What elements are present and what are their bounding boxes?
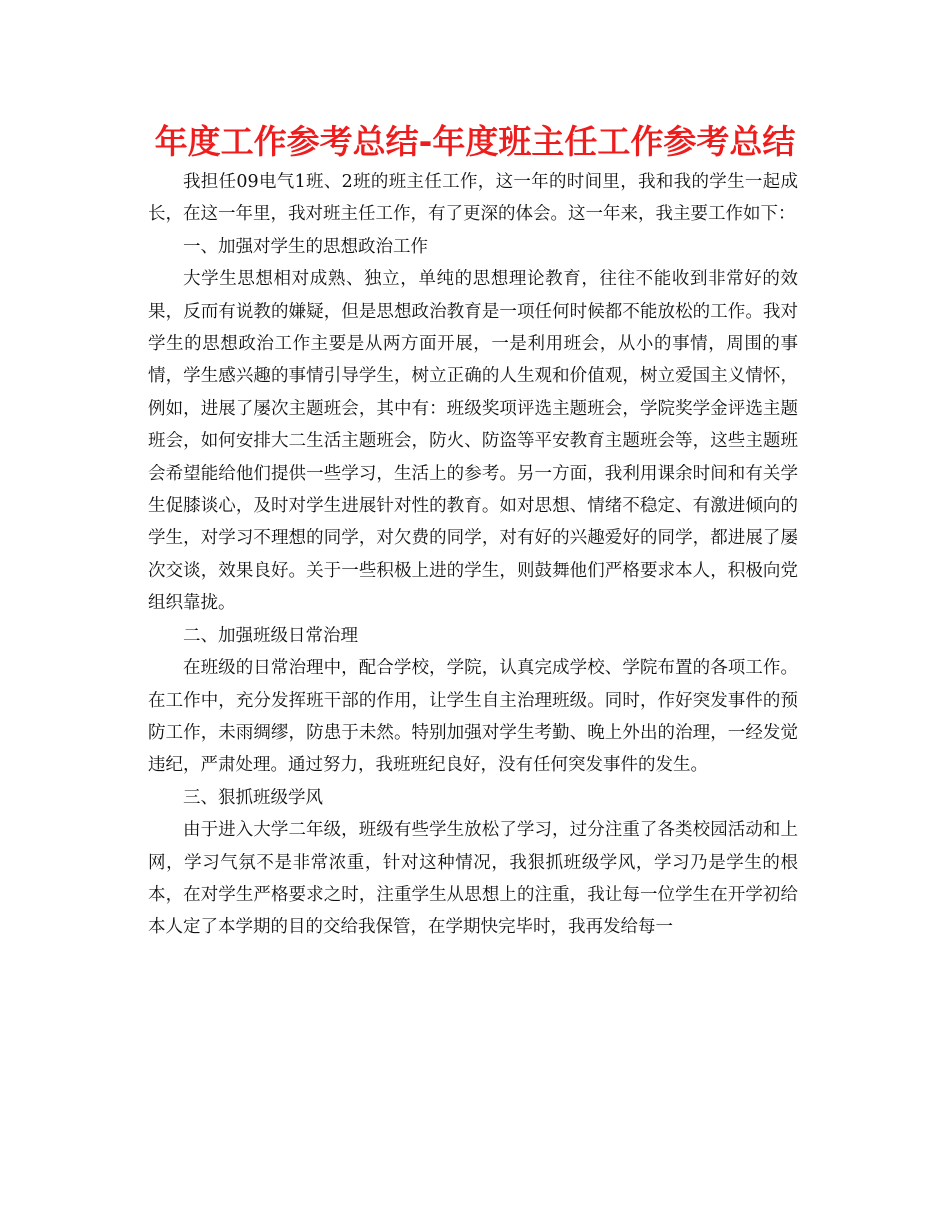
- paragraph-section-2: 在班级的日常治理中，配合学校，学院，认真完成学校、学院布置的各项工作。在工作中，充分发挥班干部的作用，让学生自主治理班级。同时，作好突发事件的预防工作，未雨绸缪，防患于未然。特别加强对学生考勤、晚上外出的治理，一经发觉违纪，严肃处理。通过努力，我班班纪良好，没有任何突发事件的发生。: [148, 658, 798, 776]
- document-body: [148, 166, 798, 944]
- paragraph-section-3: 由于进入大学二年级，班级有些学生放松了学习，过分注重了各类校园活动和上网，学习气氛不是非常浓重，针对这种情况，我狠抓班级学风，学习乃是学生的根本，在对学生严格要求之时，注重学生从思想上的注重，我让每一位学生在开学初给本人定了本学期的目的交给我保管，在学期快完毕时，我再发给每一: [148, 820, 798, 938]
- document-title: 年度工作参考总结-年度班主任工作参考总结: [154, 122, 796, 161]
- section-heading-1: 一、加强对学生的思想政治工作: [183, 236, 428, 257]
- paragraph-section-1: 大学生思想相对成熟、独立，单纯的思想理论教育，往往不能收到非常好的效果，反而有说教的嫌疑，但是思想政治教育是一项任何时候都不能放松的工作。我对学生的思想政治工作主要是从两方面开展，一是利用班会，从小的事情，周围的事情，学生感兴趣的事情引导学生，树立正确的人生观和价值观，树立爱国主义情怀，例如，进展了屡次主题班会，其中有：班级奖项评选主题班会，学院奖学金评选主题班会，如何安排大二生活主题班会，防火、防盗等平安教育主题班会等，这些主题班会希望能给他们提供一些学习，生活上的参考。另一方面，我利用课余时间和有关学生促膝谈心，及时对学生进展针对性的教育。如对思想、情绪不稳定、有激进倾向的学生，对学习不理想的同学，对欠费的同学，对有好的兴趣爱好的同学，都进展了屡次交谈，效果良好。关于一些积极上进的学生，则鼓舞他们严格要求本人，积极向党组织靠拢。: [148, 269, 798, 614]
- section-heading-2: 二、加强班级日常治理: [183, 625, 358, 646]
- section-heading-3: 三、狠抓班级学风: [183, 787, 323, 808]
- paragraph-intro: 我担任09电气1班、2班的班主任工作，这一年的时间里，我和我的学生一起成长，在这一年里，我对班主任工作，有了更深的体会。这一年来，我主要工作如下：: [148, 172, 798, 225]
